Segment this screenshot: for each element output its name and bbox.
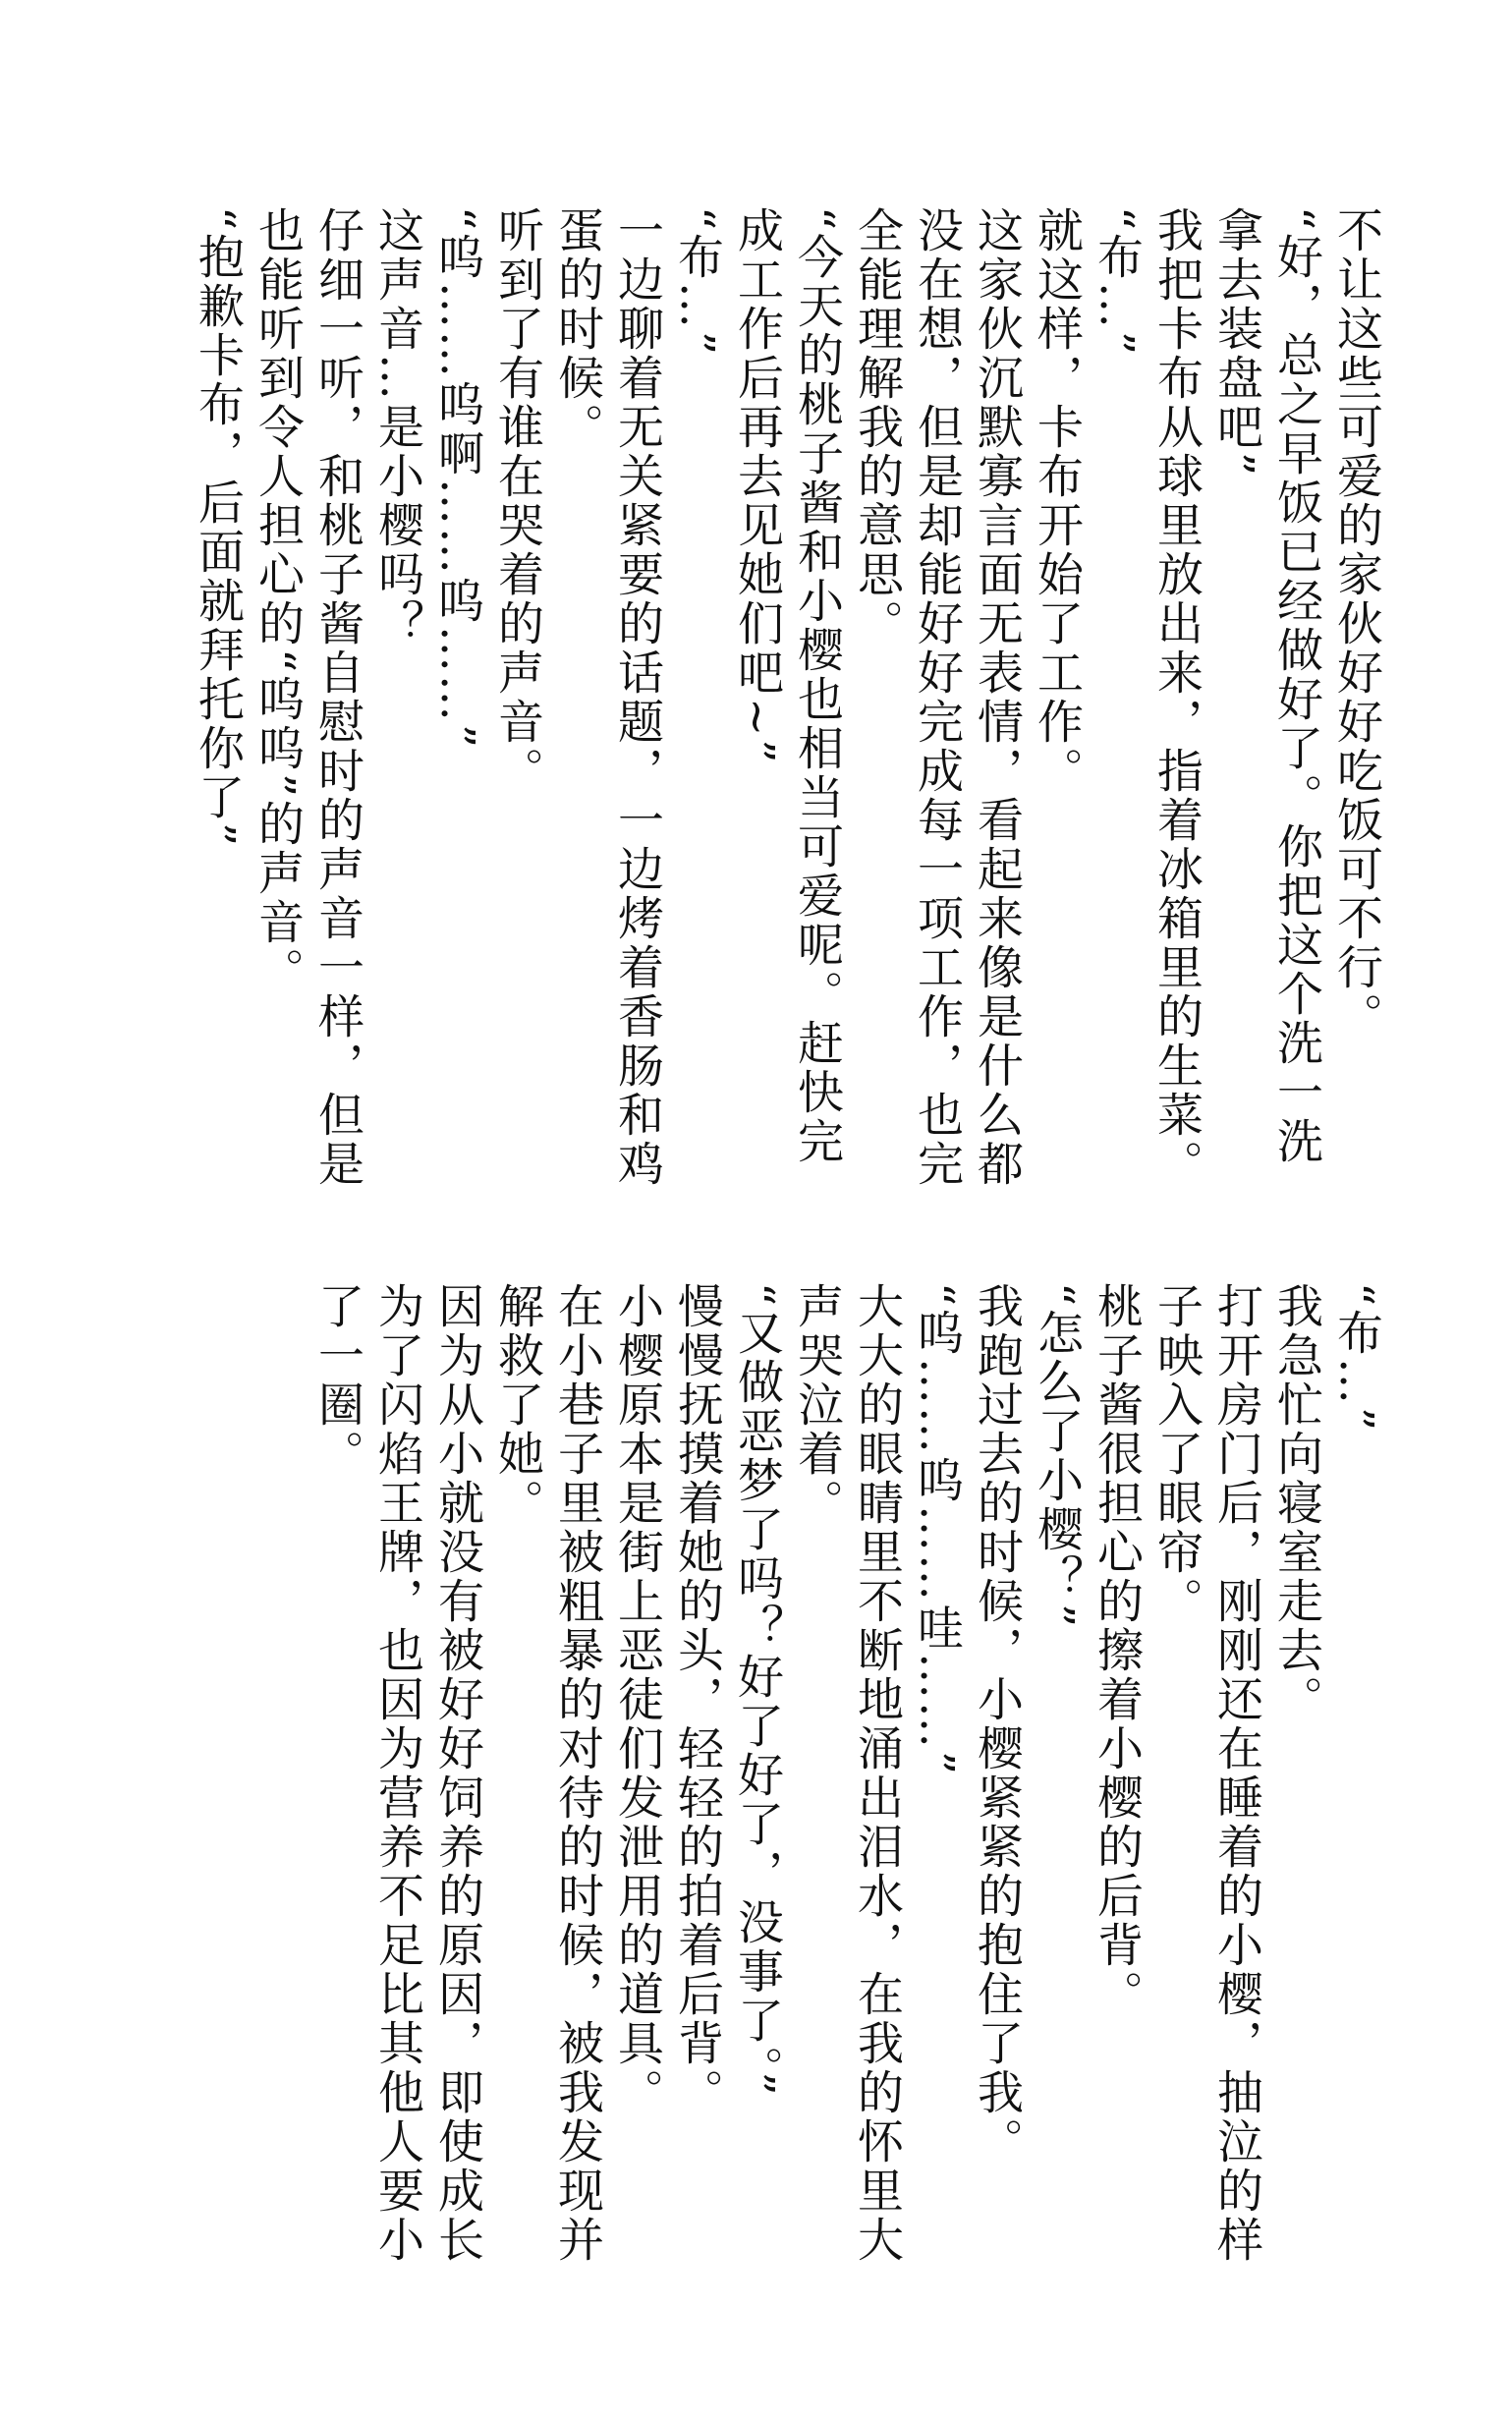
text-line: 也能听到令人担心的“呜呜”的声音。	[251, 206, 305, 997]
text-line: 为了闪焰王牌，也因为营养不足比其他人要小	[370, 1282, 424, 2265]
text-line: 一边聊着无关紧要的话题，一边烤着香肠和鸡	[610, 206, 664, 1189]
text-block-bottom	[308, 1282, 1386, 2304]
text-line: “今天的桃子酱和小樱也相当可爱呢。赶快完	[790, 206, 844, 1167]
text-line: 仔细一听，和桃子酱自慰时的声音一样，但是	[310, 206, 364, 1189]
text-line: 声哭泣着。	[790, 1282, 844, 1528]
text-line: 了一圈。	[310, 1282, 364, 1479]
text-line: “又做恶梦了吗？好了好了，没事了。”	[730, 1282, 784, 2099]
text-line: 慢慢抚摸着她的头，轻轻的拍着后背。	[670, 1282, 724, 2117]
text-line: “好，总之早饭已经做好了。你把这个洗一洗	[1269, 206, 1323, 1167]
text-line: 子映入了眼帘。	[1149, 1282, 1204, 1626]
text-line: 蛋的时候。	[550, 206, 604, 452]
text-line: 桃子酱很担心的擦着小樱的后背。	[1090, 1282, 1144, 2019]
text-line: 大大的眼睛里不断地涌出泪水，在我的怀里大	[850, 1282, 904, 2265]
text-line: “怎么了小樱？”	[1030, 1282, 1084, 1631]
text-line: 解救了她。	[490, 1282, 544, 1528]
text-line: 成工作后再去见她们吧~”	[730, 206, 784, 766]
text-line: 我跑过去的时候，小樱紧紧的抱住了我。	[970, 1282, 1024, 2167]
text-line: 这家伙沉默寡言面无表情，看起来像是什么都	[970, 206, 1024, 1189]
text-line: “布…”	[1329, 1282, 1383, 1435]
text-line: 就这样，卡布开始了工作。	[1030, 206, 1084, 796]
text-line: “抱歉卡布，后面就拜托你了”	[191, 206, 245, 850]
text-line: 不让这些可爱的家伙好好吃饭可不行。	[1329, 206, 1383, 1041]
text-line: 我把卡布从球里放出来，指着冰箱里的生菜。	[1149, 206, 1204, 1189]
text-line: 这声音…是小樱吗？	[370, 206, 424, 648]
text-line: 全能理解我的意思。	[850, 206, 904, 648]
text-line: 因为从小就没有被好好饲养的原因，即使成长	[430, 1282, 484, 2265]
text-line: 打开房门后，刚刚还在睡着的小樱，抽泣的样	[1209, 1282, 1263, 2265]
text-line: 拿去装盘吧”	[1209, 206, 1263, 479]
text-line: 我急忙向寝室走去。	[1269, 1282, 1323, 1724]
text-line: “布…”	[670, 206, 724, 359]
text-block-top	[188, 206, 1386, 1228]
text-line: 没在想，但是却能好好完成每一项工作，也完	[910, 206, 964, 1189]
text-line: “呜……呜……哇……”	[910, 1282, 964, 1778]
text-line: 小樱原本是街上恶徒们发泄用的道具。	[610, 1282, 664, 2117]
text-line: 在小巷子里被粗暴的对待的时候，被我发现并	[550, 1282, 604, 2265]
text-line: “呜……呜啊……呜……”	[430, 206, 484, 752]
text-line: 听到了有谁在哭着的声音。	[490, 206, 544, 796]
text-line: “布…”	[1090, 206, 1144, 359]
